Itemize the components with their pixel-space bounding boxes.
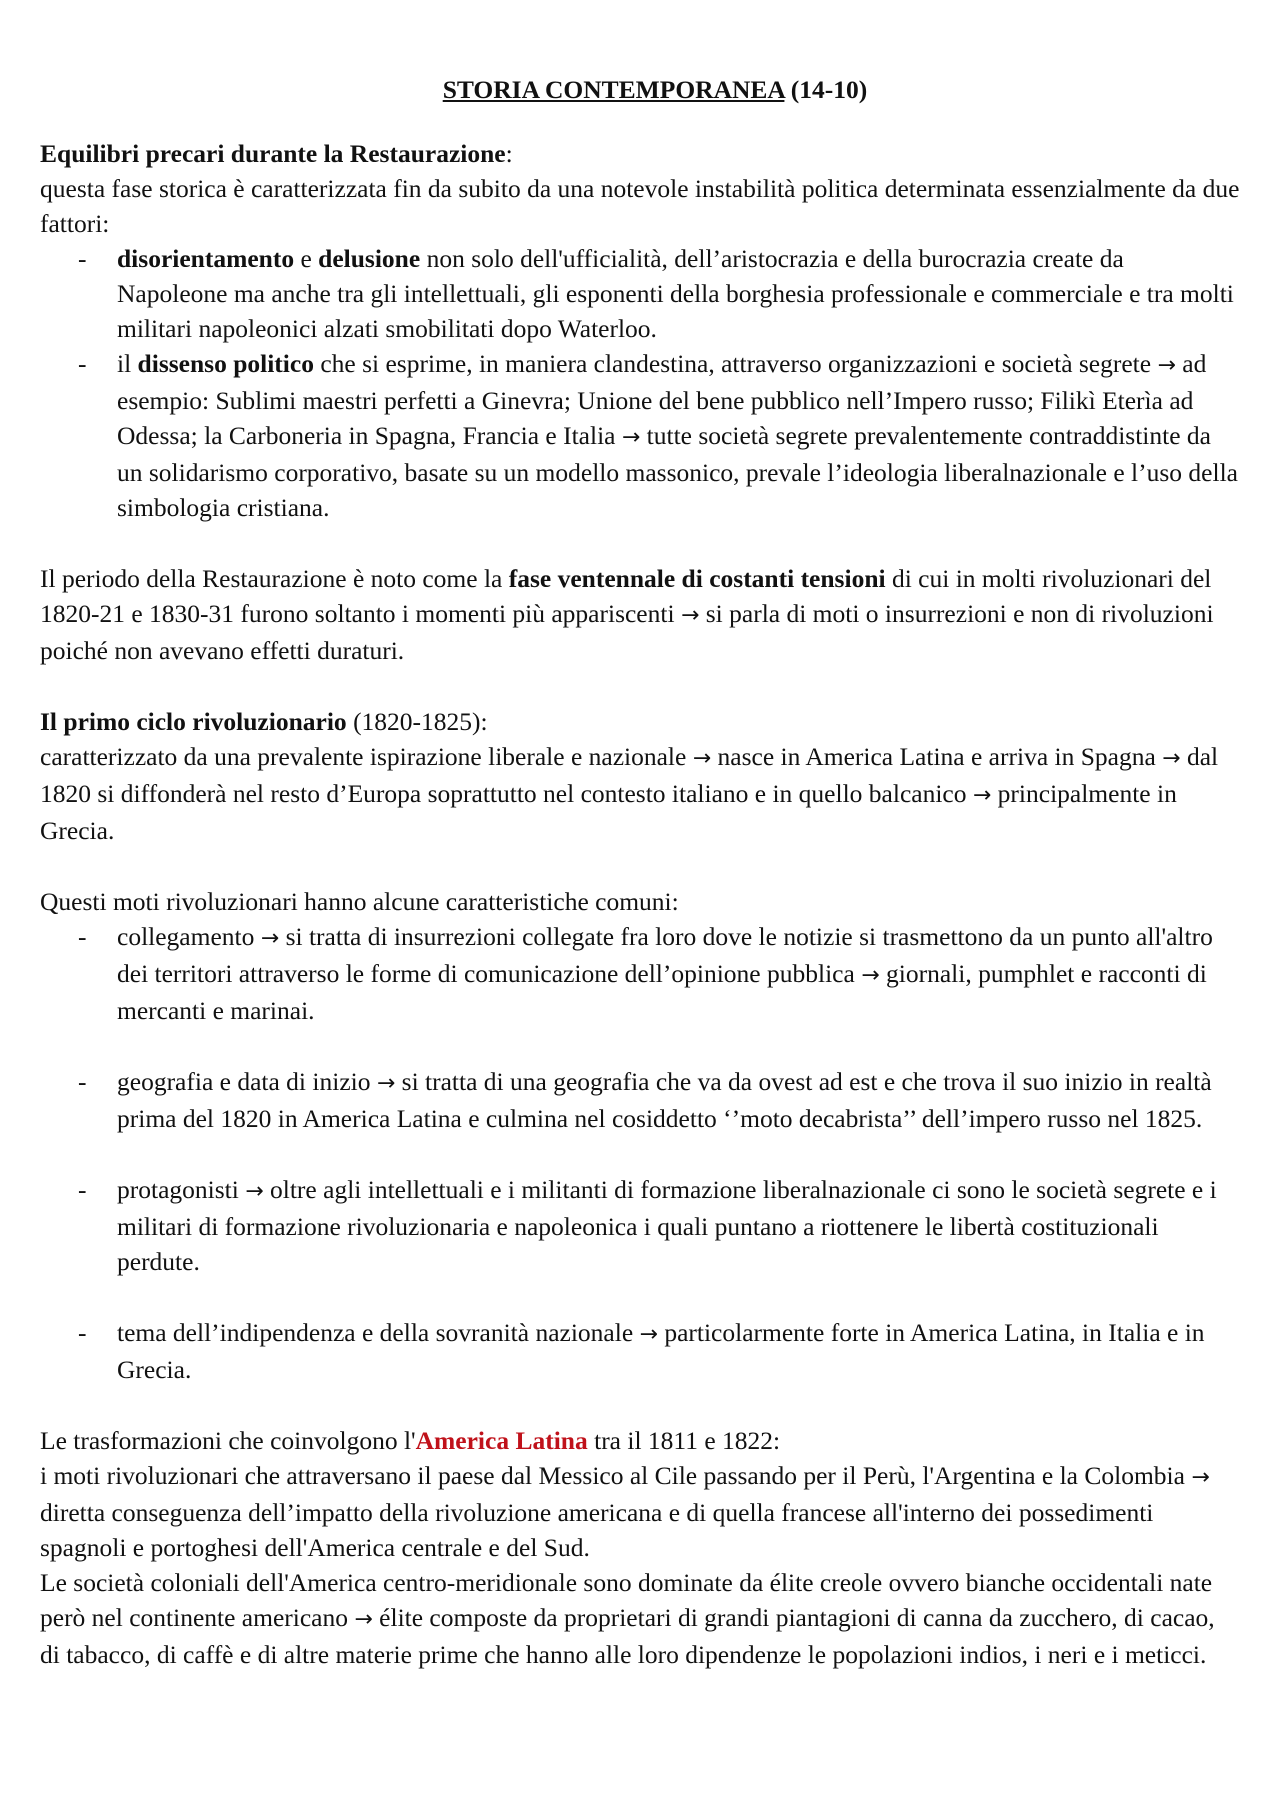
section-intro: questa fase storica è caratterizzata fin da subito da una notevole instabilità politica determinata essenzialmente da due fattori: [40,174,1240,238]
dash-bullet: - [78,244,87,273]
paragraph-societa-coloniali: Le società coloniali dell'America centro-meridionale sono dominate da élite creole ovvero bianche occidentali nate però nel continente americano → élite composte da proprietari di grandi piantagioni di canna da zucchero, di cacao, di tabacco, di caffè e di altre materie prime che hanno alle loro dipendenze le popolazioni indios, i neri e i meticci. [40,1568,1215,1669]
page-title [70,72,1240,107]
paragraph-periodo: Il periodo della Restaurazione è noto come la fase ventennale di costanti tensioni di cui in molti rivoluzionari del 1820-21 e 1830-31 furono soltanto i momenti più appariscenti → si parla di moti o insurrezioni e non di rivoluzioni poiché non avevano effetti duraturi. [40,564,1214,665]
list-item: - il dissenso politico che si esprime, in maniera clandestina, attraverso organizzazioni e società segrete → ad esempio: Sublimi maestri perfetti a Ginevra; Unione del bene pubblico nell’Impero russo; Filikì Eterìa ad Odessa; la Carboneria in Spagna, Francia e Italia → tutte società segrete prevalentemente contraddistinte da un solidarismo corporativo, basate su un modello massonico, prevale l’ideologia liberalnazionale e l’uso della simbologia cristiana. [40,346,1240,525]
list-item: - collegamento → si tratta di insurrezioni collegate fra loro dove le notizie si trasmettono da un punto all'altro dei territori attraverso le forme di comunicazione dell’opinione pubblica → giornali, pumphlet e racconti di mercanti e marinai. [40,919,1240,1028]
dash-bullet: - [78,1175,87,1204]
arrow-icon: → [376,1071,396,1096]
dash-bullet: - [78,922,87,951]
arrow-icon: → [621,425,641,450]
highlight-america-latina: America Latina [415,1426,588,1455]
dash-bullet: - [78,1067,87,1096]
list-item: - protagonisti → oltre agli intellettuali e i militanti di formazione liberalnazionale ci sono le società segrete e i militari di formazione rivoluzionaria e napoleonica i quali puntano a riottenere le libertà costituzionali perdute. [40,1172,1240,1279]
arrow-icon: → [972,783,992,808]
factors-list [40,241,1240,525]
title-date: (14-10) [784,75,868,104]
arrow-icon: → [354,1607,373,1632]
arrow-icon: → [861,963,880,988]
arrow-icon: → [245,1179,264,1204]
arrow-icon: → [1157,353,1176,378]
characteristics-intro: Questi moti rivoluzionari hanno alcune caratteristiche comuni: [40,887,679,916]
arrow-icon: → [260,926,280,951]
section-heading-america-latina: Le trasformazioni che coinvolgono l'America Latina tra il 1811 e 1822: [40,1426,781,1455]
dash-bullet: - [78,349,87,378]
arrow-icon: → [680,603,700,628]
arrow-icon: → [1191,1465,1210,1490]
arrow-icon: → [1162,746,1181,771]
list-item: - tema dell’indipendenza e della sovranità nazionale → particolarmente forte in America Latina, in Italia e in Grecia. [40,1315,1240,1387]
dash-bullet: - [78,1318,87,1347]
section-heading-restaurazione: Equilibri precari durante la Restaurazione: [40,139,513,168]
paragraph-moti: i moti rivoluzionari che attraversano il paese dal Messico al Cile passando per il Perù, l'Argentina e la Colombia → diretta conseguenza dell’impatto della rivoluzione americana e di quella francese all'interno dei possedimenti spagnoli e portoghesi dell'America centrale e del Sud. [40,1461,1210,1562]
section-heading-primo-ciclo: Il primo ciclo rivoluzionario (1820-1825): [40,707,488,736]
arrow-icon: → [639,1322,658,1347]
arrow-icon: → [692,746,712,771]
list-item: - disorientamento e delusione non solo dell'ufficialità, dell’aristocrazia e della burocrazia create da Napoleone ma anche tra gli intellettuali, gli esponenti della borghesia professionale e commerciale e tra molti militari napoleonici alzati smobilitati dopo Waterloo. [40,241,1240,346]
paragraph-primo-ciclo: caratterizzato da una prevalente ispirazione liberale e nazionale → nasce in America Latina e arriva in Spagna → dal 1820 si diffonderà nel resto d’Europa soprattutto nel contesto italiano e in quello balcanico → principalmente in Grecia. [40,742,1219,845]
title-main: STORIA CONTEMPORANEA [442,75,785,104]
characteristics-list [40,919,1240,1387]
list-item: - geografia e data di inizio → si tratta di una geografia che va da ovest ad est e che trova il suo inizio in realtà prima del 1820 in America Latina e culmina nel cosiddetto ‘’moto decabrista’’ dell’impero russo nel 1825. [40,1064,1240,1136]
